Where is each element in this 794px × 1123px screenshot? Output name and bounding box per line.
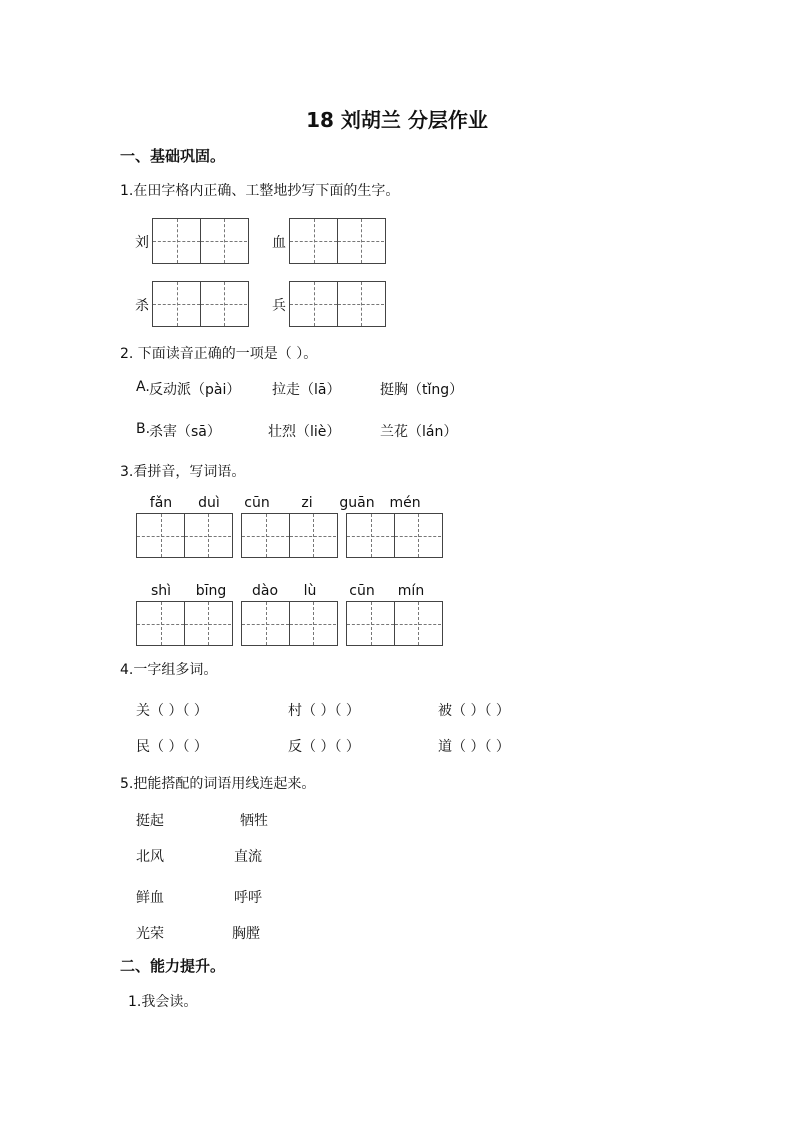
q5-left-word[interactable]: 光荣 <box>136 926 164 942</box>
pinyin: duì <box>198 495 220 511</box>
tianzige-liu[interactable] <box>152 218 249 264</box>
q4-item[interactable]: 道（ ）（ ） <box>438 739 510 755</box>
section2-heading: 二、能力提升。 <box>120 957 226 975</box>
q4-item[interactable]: 关（ ）（ ） <box>136 703 208 719</box>
q5-left-word[interactable]: 北风 <box>136 849 164 865</box>
pinyin: lù <box>303 583 317 599</box>
pinyin: zi <box>301 495 313 511</box>
q2-option-b-letter[interactable]: B. <box>136 421 151 437</box>
q5-left-word[interactable]: 鲜血 <box>136 890 164 906</box>
section1-heading: 一、基础巩固。 <box>120 147 226 165</box>
pinyin: shì <box>150 583 172 599</box>
q2-option-a-letter[interactable]: A. <box>136 379 150 395</box>
q2-option-a-item: 挺胸（tǐng） <box>380 382 464 398</box>
s2-q1-label: 1.我会读。 <box>128 994 198 1010</box>
char-sha: 杀 <box>135 298 149 314</box>
tianzige-word-1[interactable] <box>136 513 233 558</box>
q1-label: 1.在田字格内正确、工整地抄写下面的生字。 <box>120 183 400 199</box>
tianzige-sha[interactable] <box>152 281 249 327</box>
q4-item[interactable]: 被（ ）（ ） <box>438 703 510 719</box>
char-bing: 兵 <box>272 298 286 314</box>
q4-item[interactable]: 反（ ）（ ） <box>288 739 360 755</box>
tianzige-word-4[interactable] <box>136 601 233 646</box>
pinyin: fǎn <box>149 495 173 511</box>
tianzige-word-2[interactable] <box>241 513 338 558</box>
q3-label: 3.看拼音，写词语。 <box>120 464 246 480</box>
q5-right-word[interactable]: 胸膛 <box>232 926 260 942</box>
q5-right-word[interactable]: 直流 <box>234 849 262 865</box>
q2-label: 2. 下面读音正确的一项是（ ）。 <box>120 346 318 362</box>
q2-option-b-item: 杀害（sā） <box>149 424 221 440</box>
q5-right-word[interactable]: 呼呼 <box>234 890 262 906</box>
char-xue: 血 <box>272 235 286 251</box>
pinyin: guān <box>339 495 375 511</box>
q2-option-a-item: 反动派（pài） <box>149 382 241 398</box>
pinyin: mín <box>397 583 425 599</box>
q4-item[interactable]: 村（ ）（ ） <box>288 703 360 719</box>
pinyin: cūn <box>244 495 270 511</box>
tianzige-bing[interactable] <box>289 281 386 327</box>
q5-right-word[interactable]: 牺牲 <box>240 813 268 829</box>
tianzige-xue[interactable] <box>289 218 386 264</box>
tianzige-word-6[interactable] <box>346 601 443 646</box>
pinyin: bīng <box>195 583 227 599</box>
tianzige-word-3[interactable] <box>346 513 443 558</box>
q2-option-a-item: 拉走（lā） <box>272 382 341 398</box>
q5-left-word[interactable]: 挺起 <box>136 813 164 829</box>
tianzige-word-5[interactable] <box>241 601 338 646</box>
pinyin: cūn <box>349 583 375 599</box>
pinyin: dào <box>251 583 279 599</box>
q5-label: 5.把能搭配的词语用线连起来。 <box>120 776 316 792</box>
char-liu: 刘 <box>135 235 149 251</box>
q4-label: 4.一字组多词。 <box>120 662 218 678</box>
q4-item[interactable]: 民（ ）（ ） <box>136 739 208 755</box>
pinyin: mén <box>389 495 421 511</box>
q2-option-b-item: 兰花（lán） <box>380 424 458 440</box>
page-title: 18 刘胡兰 分层作业 <box>306 108 488 132</box>
q2-option-b-item: 壮烈（liè） <box>268 424 341 440</box>
